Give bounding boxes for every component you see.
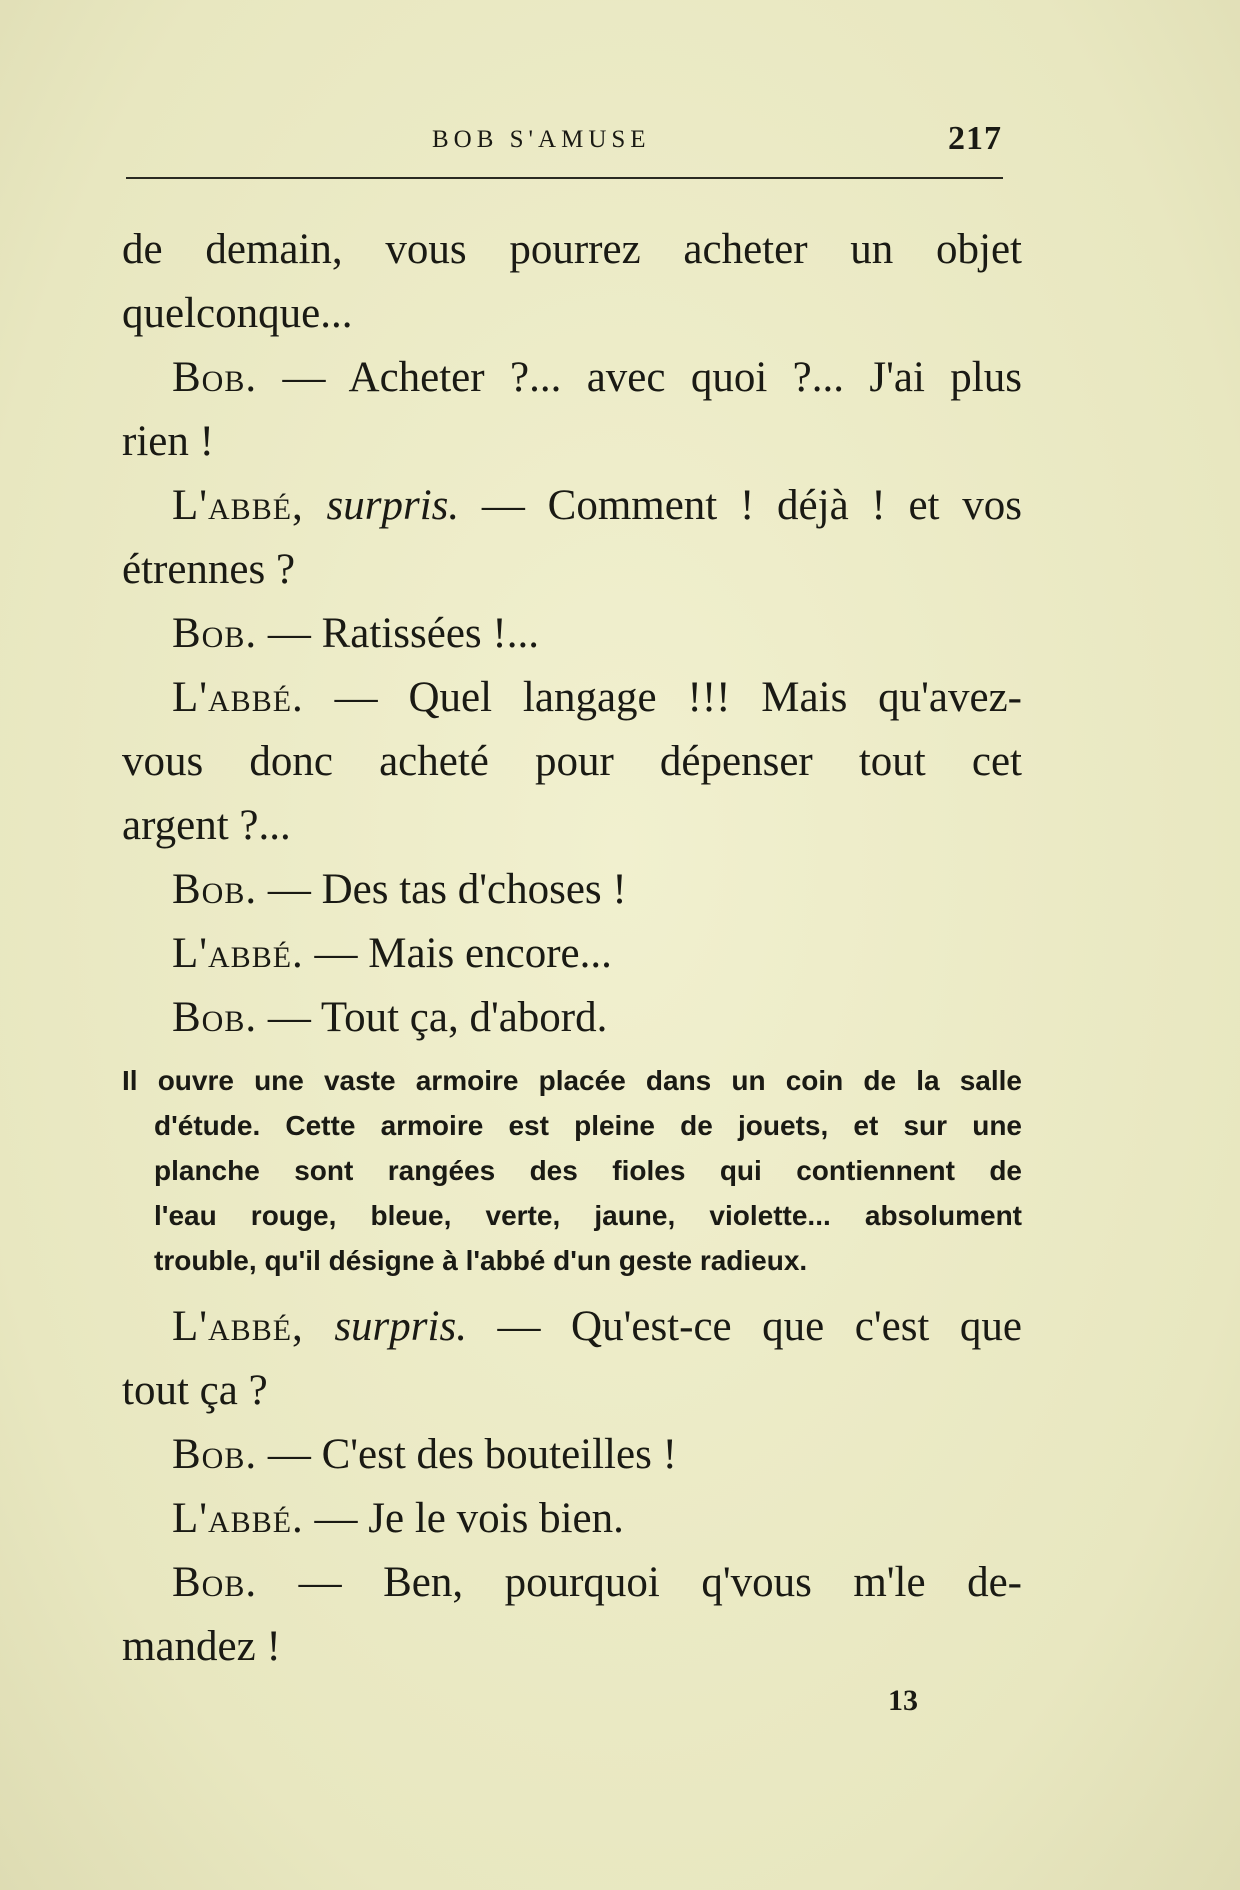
speaker-name: L'abbé,: [172, 482, 304, 529]
speaker-direction: surpris.: [303, 482, 460, 529]
speaker-name: Bob.: [172, 1559, 258, 1606]
line-text: de demain, vous pourrez acheter un objet: [122, 226, 1022, 273]
speaker-name: Bob.: [172, 1431, 258, 1478]
line-text: — Des tas d'choses !: [257, 866, 627, 913]
speech-line: [122, 666, 1022, 730]
text-line: [122, 794, 1022, 858]
speaker-name: L'abbé.: [172, 1495, 304, 1542]
text-line: [122, 1615, 1022, 1679]
stage-direction: [122, 1058, 1022, 1283]
line-text: rien !: [122, 418, 214, 465]
speech-line: [122, 1423, 1022, 1487]
stage-direction-line: l'eau rouge, bleue, verte, jaune, violette... absolument: [154, 1200, 1022, 1231]
stage-direction-line: Il ouvre une vaste armoire placée dans un coin de la salle: [122, 1065, 1022, 1096]
speaker-name: Bob.: [172, 354, 258, 401]
speech-line: [122, 1295, 1022, 1359]
dialogue-text: [122, 218, 1022, 1679]
page-number: 217: [948, 120, 1002, 157]
line-text: étrennes ?: [122, 546, 296, 593]
line-text: — Comment ! déjà ! et vos: [459, 482, 1022, 529]
text-line: [122, 218, 1022, 282]
speech-line: [122, 1487, 1022, 1551]
speech-line: [122, 346, 1022, 410]
line-text: mandez !: [122, 1623, 281, 1670]
line-text: quelconque...: [122, 290, 353, 337]
stage-direction-line: trouble, qu'il désigne à l'abbé d'un geste radieux.: [154, 1245, 808, 1276]
text-line: [122, 538, 1022, 602]
stage-direction-line: planche sont rangées des fioles qui contiennent de: [154, 1155, 1022, 1186]
line-text: — C'est des bouteilles !: [257, 1431, 677, 1478]
line-text: tout ça ?: [122, 1367, 268, 1414]
text-line: [122, 730, 1022, 794]
line-text: — Qu'est-ce que c'est que: [466, 1303, 1023, 1350]
speaker-name: L'abbé.: [172, 674, 304, 721]
speech-line: [122, 474, 1022, 538]
text-line: [122, 282, 1022, 346]
speech-line: [122, 1551, 1022, 1615]
speech-line: [122, 922, 1022, 986]
line-text: — Acheter ?... avec quoi ?... J'ai plus: [257, 354, 1022, 401]
text-line: [122, 1359, 1022, 1423]
line-text: — Je le vois bien.: [303, 1495, 624, 1542]
dialogue-block-1: [122, 218, 1022, 1050]
running-head: [0, 120, 1240, 160]
signature-mark: 13: [888, 1684, 918, 1717]
header-rule: [126, 177, 1003, 179]
text-line: [122, 410, 1022, 474]
speaker-name: Bob.: [172, 994, 258, 1041]
speech-line: [122, 858, 1022, 922]
speech-line: [122, 986, 1022, 1050]
line-text: argent ?...: [122, 802, 291, 849]
speaker-name: Bob.: [172, 610, 258, 657]
running-title: BOB S'AMUSE: [432, 126, 651, 153]
line-text: — Mais encore...: [303, 930, 612, 977]
line-text: — Ben, pourquoi q'vous m'le de-: [257, 1559, 1022, 1606]
speaker-direction: surpris.: [303, 1303, 467, 1350]
speaker-name: L'abbé,: [172, 1303, 304, 1350]
stage-direction-line: d'étude. Cette armoire est pleine de jouets, et sur une: [154, 1110, 1022, 1141]
speech-line: [122, 602, 1022, 666]
line-text: — Quel langage !!! Mais qu'avez-: [303, 674, 1022, 721]
line-text: vous donc acheté pour dépenser tout cet: [122, 738, 1022, 785]
speaker-name: L'abbé.: [172, 930, 304, 977]
speaker-name: Bob.: [172, 866, 258, 913]
line-text: — Ratissées !...: [257, 610, 539, 657]
dialogue-block-2: [122, 1295, 1022, 1679]
line-text: — Tout ça, d'abord.: [257, 994, 608, 1041]
